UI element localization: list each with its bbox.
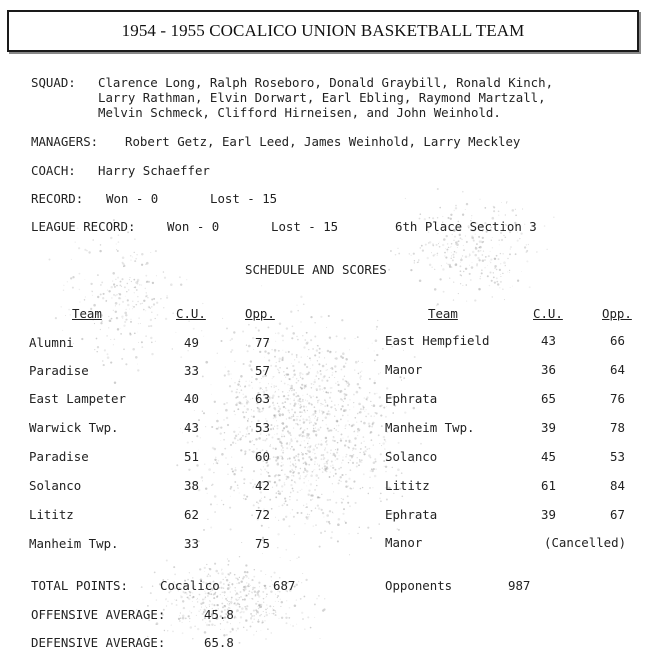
total-opponents-points: 987 xyxy=(508,578,531,593)
record-won: Won - 0 xyxy=(106,191,159,206)
game-left-3-team: East Lampeter xyxy=(29,391,126,406)
total-points-label: TOTAL POINTS: xyxy=(31,578,128,593)
league-record-label: LEAGUE RECORD: xyxy=(31,219,136,234)
game-right-3-opp: 76 xyxy=(610,391,625,406)
game-right-8-team: Manor xyxy=(385,535,423,550)
title-banner xyxy=(7,10,639,52)
game-right-7-cu: 39 xyxy=(541,507,556,522)
game-right-6-team: Lititz xyxy=(385,478,430,493)
left-cu-header: C.U. xyxy=(176,306,206,321)
squad-line-2: Larry Rathman, Elvin Dorwart, Earl Ebling, Raymond Martzall, xyxy=(98,90,546,105)
game-left-6-team: Solanco xyxy=(29,478,82,493)
game-right-5-team: Solanco xyxy=(385,449,438,464)
game-left-4-team: Warwick Twp. xyxy=(29,420,119,435)
game-right-1-cu: 43 xyxy=(541,333,556,348)
game-left-5-team: Paradise xyxy=(29,449,89,464)
game-left-7-cu: 62 xyxy=(184,507,199,522)
record-lost: Lost - 15 xyxy=(210,191,278,206)
game-right-5-opp: 53 xyxy=(610,449,625,464)
game-right-1-team: East Hempfield xyxy=(385,333,490,348)
game-right-7-opp: 67 xyxy=(610,507,625,522)
right-opp-header: Opp. xyxy=(602,306,632,321)
game-left-8-cu: 33 xyxy=(184,536,199,551)
game-right-6-cu: 61 xyxy=(541,478,556,493)
coach-label: COACH: xyxy=(31,163,76,178)
squad-label: SQUAD: xyxy=(31,75,76,90)
game-right-4-opp: 78 xyxy=(610,420,625,435)
managers-label: MANAGERS: xyxy=(31,134,99,149)
game-left-7-team: Lititz xyxy=(29,507,74,522)
game-left-1-team: Alumni xyxy=(29,335,74,350)
league-record-won: Won - 0 xyxy=(167,219,220,234)
coach-value: Harry Schaeffer xyxy=(98,163,210,178)
schedule-heading: SCHEDULE AND SCORES xyxy=(245,262,387,277)
game-left-2-opp: 57 xyxy=(255,363,270,378)
league-record-place: 6th Place Section 3 xyxy=(395,219,537,234)
game-left-1-cu: 49 xyxy=(184,335,199,350)
game-left-8-opp: 75 xyxy=(255,536,270,551)
game-left-8-team: Manheim Twp. xyxy=(29,536,119,551)
defensive-average-label: DEFENSIVE AVERAGE: xyxy=(31,635,166,650)
game-left-4-opp: 53 xyxy=(255,420,270,435)
total-cocalico-points: 687 xyxy=(273,578,296,593)
game-left-5-opp: 60 xyxy=(255,449,270,464)
game-left-5-cu: 51 xyxy=(184,449,199,464)
game-left-1-opp: 77 xyxy=(255,335,270,350)
game-right-2-team: Manor xyxy=(385,362,423,377)
game-right-4-team: Manheim Twp. xyxy=(385,420,475,435)
squad-line-1: Clarence Long, Ralph Roseboro, Donald Graybill, Ronald Kinch, xyxy=(98,75,554,90)
page-title: 1954 - 1955 COCALICO UNION BASKETBALL TEAM xyxy=(121,21,525,40)
game-right-3-cu: 65 xyxy=(541,391,556,406)
game-left-3-cu: 40 xyxy=(184,391,199,406)
total-opponents-label: Opponents xyxy=(385,578,453,593)
game-left-4-cu: 43 xyxy=(184,420,199,435)
offensive-average-label: OFFENSIVE AVERAGE: xyxy=(31,607,166,622)
game-right-4-cu: 39 xyxy=(541,420,556,435)
game-right-1-opp: 66 xyxy=(610,333,625,348)
game-left-3-opp: 63 xyxy=(255,391,270,406)
left-team-header: Team xyxy=(72,306,102,321)
squad-line-3: Melvin Schmeck, Clifford Hirneisen, and John Weinhold. xyxy=(98,105,501,120)
game-left-7-opp: 72 xyxy=(255,507,270,522)
league-record-lost: Lost - 15 xyxy=(271,219,339,234)
total-cocalico-label: Cocalico xyxy=(160,578,220,593)
game-right-5-cu: 45 xyxy=(541,449,556,464)
managers-value: Robert Getz, Earl Leed, James Weinhold, Larry Meckley xyxy=(125,134,521,149)
offensive-average-value: 45.8 xyxy=(204,607,234,622)
game-right-8-note: (Cancelled) xyxy=(544,535,627,550)
game-left-2-cu: 33 xyxy=(184,363,199,378)
right-cu-header: C.U. xyxy=(533,306,563,321)
game-right-3-team: Ephrata xyxy=(385,391,438,406)
game-left-2-team: Paradise xyxy=(29,363,89,378)
game-right-6-opp: 84 xyxy=(610,478,625,493)
game-left-6-opp: 42 xyxy=(255,478,270,493)
defensive-average-value: 65.8 xyxy=(204,635,234,650)
game-right-7-team: Ephrata xyxy=(385,507,438,522)
left-opp-header: Opp. xyxy=(245,306,275,321)
game-left-6-cu: 38 xyxy=(184,478,199,493)
game-right-2-opp: 64 xyxy=(610,362,625,377)
right-team-header: Team xyxy=(428,306,458,321)
record-label: RECORD: xyxy=(31,191,84,206)
game-right-2-cu: 36 xyxy=(541,362,556,377)
